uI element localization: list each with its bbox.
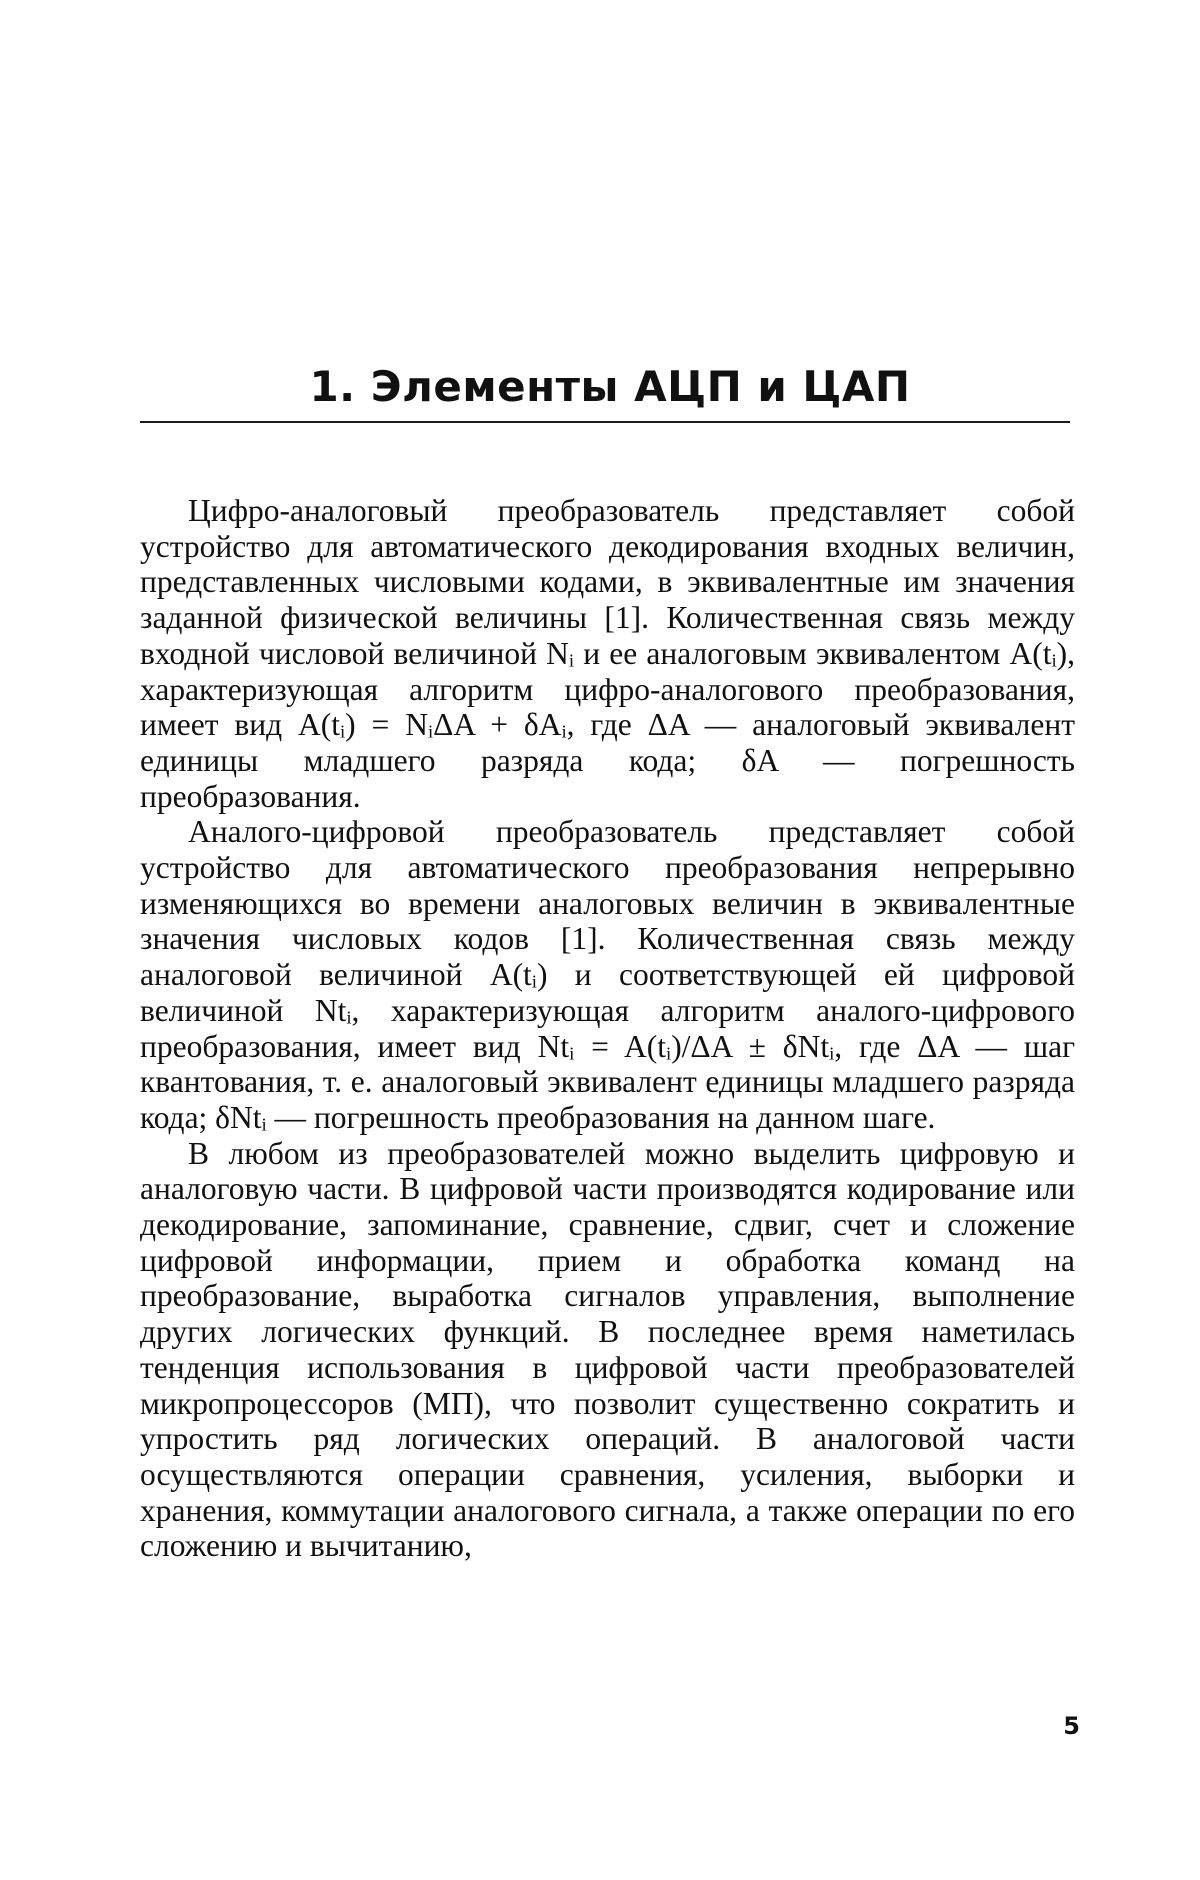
chapter-title: 1. Элементы АЦП и ЦАП bbox=[309, 362, 911, 411]
page-number: 5 bbox=[1063, 1712, 1080, 1740]
paragraph-adc-definition: Аналого-цифровой преобразователь представляет собой устройство для автоматического преобразования непрерывно изменяющихся во времени аналоговых величин в эквивалентные значения числовых кодов [1]. Количественная связь между аналоговой величиной A(tᵢ) и соответствующей ей цифровой величиной Ntᵢ, характеризующая алгоритм аналого-цифрового преобразования, имеет вид Ntᵢ = A(tᵢ)/ΔA ± δNtᵢ, где ΔA — шаг квантования, т. е. аналоговый эквивалент единицы младшего разряда кода; δNtᵢ — погрешность преобразования на данном шаге. bbox=[140, 814, 1075, 1135]
title-underline bbox=[140, 421, 1070, 423]
paragraph-converter-parts: В любом из преобразователей можно выделить цифровую и аналоговую части. В цифровой части производятся кодирование или декодирование, запоминание, сравнение, сдвиг, счет и сложение цифровой информации, прием и обработка команд на преобразование, выработка сигналов управления, выполнение других логических функций. В последнее время наметилась тенденция использования в цифровой части преобразователей микропроцессоров (МП), что позволит существенно сократить и упростить ряд логических операций. В аналоговой части осуществляются операции сравнения, усиления, выборки и хранения, коммутации аналогового сигнала, а также операции по его сложению и вычитанию, bbox=[140, 1135, 1075, 1564]
body-text bbox=[140, 493, 1075, 1564]
paragraph-dac-definition: Цифро-аналоговый преобразователь представляет собой устройство для автоматического декодирования входных величин, представленных числовыми кодами, в эквивалентные им значения заданной физической величины [1]. Количественная связь между входной числовой величиной Nᵢ и ее аналоговым эквивалентом A(tᵢ), характеризующая алгоритм цифро-аналогового преобразования, имеет вид A(tᵢ) = NᵢΔA + δAᵢ, где ΔA — аналоговый эквивалент единицы младшего разряда кода; δA — погрешность преобразования. bbox=[140, 493, 1075, 814]
